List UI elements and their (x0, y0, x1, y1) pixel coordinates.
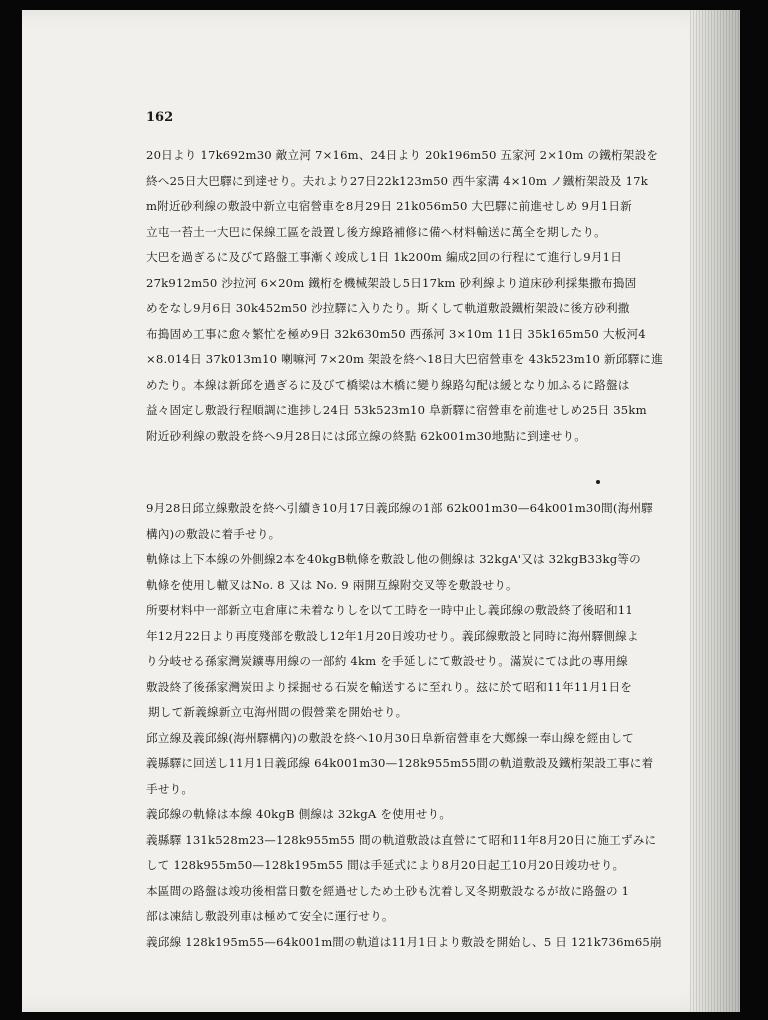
text-line: 附近砂利線の敷設を終へ9月28日には邱立線の終點 62k001m30地點に到達せり。 (146, 429, 587, 443)
text-line: 義邱線 128k195m55—64k001m間の軌道は11月1日より敷設を開始し、5 日 121k736m65崩 (146, 935, 662, 949)
text-line: して 128k955m50—128k195m55 間は手延式により8月20日起工10月20日竣功せり。 (146, 858, 625, 872)
text-line: 構內)の敷設に着手せり。 (146, 527, 281, 541)
text-line: 期して新義線新立屯海州間の假營業を開始せり。 (148, 705, 408, 719)
text-line: ×8.014日 37k013m10 喇嘛河 7×20m 架設を終へ18日大巴宿營車を 43k523m10 新邱驛に進 (146, 352, 663, 366)
text-line: り分岐せる孫家灣炭鑛專用線の一部約 4km を手延しにて敷設せり。滿炭にては此の專用線 (146, 654, 628, 668)
text-line: 27k912m50 沙拉河 6×20m 鐵桁を機械架設し5日17km 砂利線より道床砂利採集撒布搗固 (146, 276, 637, 290)
text-line: 邱立線及義邱線(海州驛構內)の敷設を終へ10月30日阜新宿營車を大鄭線一奉山線を經由して (146, 731, 634, 745)
text-line: 義邱線の軌條は本線 40kgB 側線は 32kgA を使用せり。 (146, 807, 452, 821)
text-line: 義縣驛 131k528m23—128k955m55 間の軌道敷設は直營にて昭和11年8月20日に施工ずみに (146, 833, 657, 847)
text-line: めたり。本線は新邱を過ぎるに及びて橋梁は木橋に變り線路勾配は緩となり加ふるに路盤は (146, 378, 630, 392)
text-line: 9月28日邱立線敷設を終へ引續き10月17日義邱線の1部 62k001m30—64k001m30間(海州驛 (146, 501, 653, 515)
text-line: 終へ25日大巴驛に到達せり。夫れより27日22k123m50 西牛家溝 4×10m ノ鐵桁架設及 17k (146, 174, 648, 188)
page-number: 162 (146, 110, 174, 125)
text-line: 所要材料中一部新立屯倉庫に未着なりしを以て工時を一時中止し義邱線の敷設終了後昭和11 (146, 603, 633, 617)
text-line: 立屯一苔土一大巴に保線工區を設置し後方線路補修に備へ材料輸送に萬全を期したり。 (146, 225, 606, 239)
text-line: 手せり。 (146, 782, 194, 796)
speck (596, 480, 600, 484)
text-line: 益々固定し敷設行程順調に進捗し24日 53k523m10 阜新驛に宿營車を前進せしめ25日 35km (146, 403, 647, 417)
text-line: 本區間の路盤は竣功後相當日數を經過せしため土砂も沈着し叉冬期敷設なるが故に路盤の 1 (146, 884, 630, 898)
text-line: めをなし9月6日 30k452m50 沙拉驛に入りたり。斯くして軌道敷設鐵桁架設に後方砂利撒 (146, 301, 630, 315)
text-line: 20日より 17k692m30 敵立河 7×16m、24日より 20k196m50 五家河 2×10m の鐵桁架設を (146, 148, 659, 162)
text-line: 年12月22日より再度殘部を敷設し12年1月20日竣功せり。義邱線敷設と同時に海州驛側線よ (146, 629, 639, 643)
text-line: 部は凍結し敷設列車は極めて安全に運行せり。 (146, 909, 394, 923)
text-line: 軌條は上下本線の外側線2本を40kgB軌條を敷設し他の側線は 32kgA'又は 32kgB33kg等の (146, 552, 641, 566)
text-line: 軌條を使用し轍叉はNo. 8 又は No. 9 兩開互線附交叉等を敷設せり。 (146, 578, 518, 592)
text-line: 義縣驛に回送し11月1日義邱線 64k001m30—128k955m55間の軌道敷設及鐵桁架設工事に着 (146, 756, 654, 770)
text-line: 大巴を過ぎるに及びて路盤工事漸く竣成し1日 1k200m 編成2回の行程にて進行し9月1日 (146, 250, 622, 264)
text-line: 敷設終了後孫家灣炭田より採掘せる石炭を輸送するに至れり。玆に於て昭和11年11月1日を (146, 680, 633, 694)
page-edge-binding (690, 10, 740, 1012)
text-line: 布搗固め工事に愈々繁忙を極め9日 32k630m50 西孫河 3×10m 11日 35k165m50 大板河4 (146, 327, 646, 341)
text-line: m附近砂利線の敷設中新立屯宿營車を8月29日 21k056m50 大巴驛に前進せしめ 9月1日新 (146, 199, 632, 213)
